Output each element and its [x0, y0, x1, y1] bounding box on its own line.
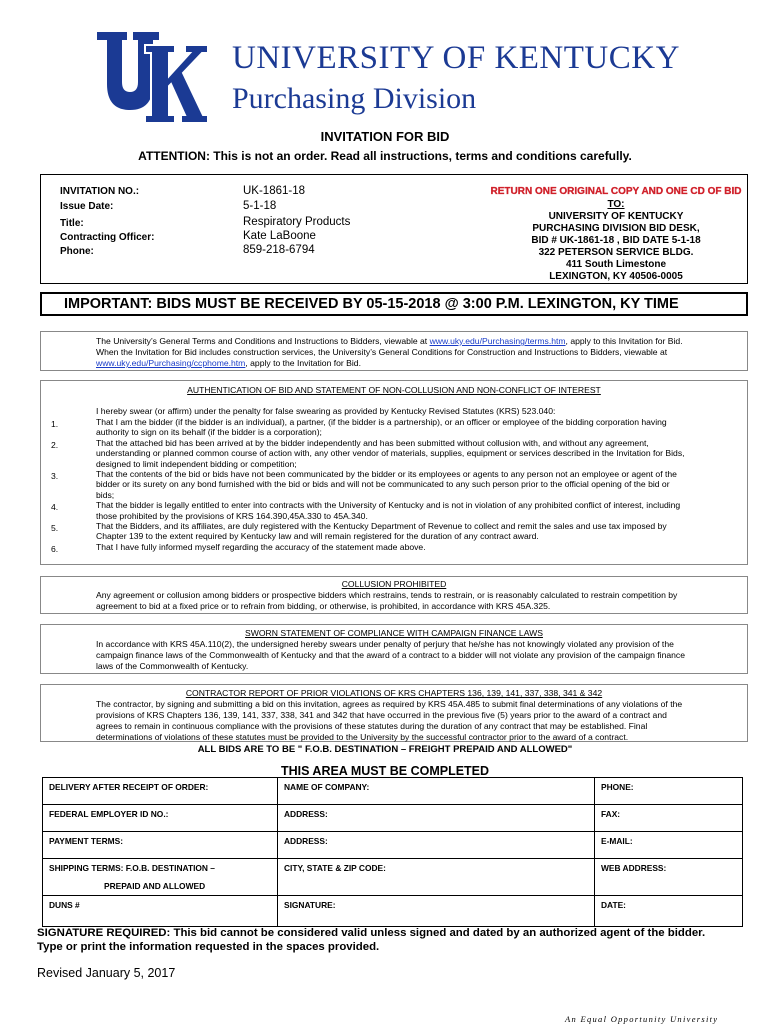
authentication-section [40, 380, 748, 565]
ccphome-link[interactable]: www.uky.edu/Purchasing/ccphome.htm [96, 358, 246, 368]
auth-item-line: Chapter 139 to the extent required by Kentucky law and will remain registered for the duration of any contract award. [96, 531, 539, 542]
contractor-report-section [40, 684, 748, 742]
invitation-no-label: INVITATION NO.: [60, 186, 140, 197]
fax-field[interactable]: FAX: [595, 805, 743, 832]
terms-line-1: The University’s General Terms and Conditions and Instructions to Bidders, viewable at www.uky.edu/Purchasing/terms.htm, apply to this Invitation for Bid. [96, 336, 683, 346]
title-label: Title: [60, 218, 84, 229]
duns-field[interactable]: DUNS # [43, 896, 278, 927]
authentication-heading: AUTHENTICATION OF BID AND STATEMENT OF NON-COLLUSION AND NON-CONFLICT OF INTEREST [187, 385, 601, 395]
terms-link[interactable]: www.uky.edu/Purchasing/terms.htm [429, 336, 566, 346]
auth-item-line: authority to sign on its behalf (if the bidder is a corporation); [96, 427, 322, 438]
address-field-1[interactable]: ADDRESS: [278, 805, 595, 832]
sworn-statement-section [40, 624, 748, 674]
date-field[interactable]: DATE: [595, 896, 743, 927]
collusion-heading: COLLUSION PROHIBITED [341, 579, 447, 589]
contractor-line-1: The contractor, by signing and submitting a bid on this invitation, agrees as required by KRS 45A.485 to submit final determinations of any violations of the [96, 699, 683, 709]
auth-item-line: bidder or its surety on any bond furnished with the bid or bids and will not be communicated to any such person prior to the official opening of the bid or [96, 479, 670, 490]
auth-item-number: 6. [51, 543, 59, 554]
phone-value: 859-218-6794 [243, 244, 315, 256]
return-university: UNIVERSITY OF KENTUCKY [548, 211, 684, 222]
collusion-line-2: agreement to bid at a fixed price or to refrain from bidding, or otherwise, is prohibited, in accordance with KRS 45A.325. [96, 601, 551, 611]
auth-item-number: 4. [51, 502, 59, 513]
collusion-section [40, 576, 748, 614]
division-name: Purchasing Division [232, 82, 477, 115]
signature-field[interactable]: SIGNATURE: [278, 896, 595, 927]
auth-item-line: bids; [96, 489, 115, 500]
return-to: TO: [607, 199, 625, 210]
auth-item-number: 3. [51, 471, 59, 481]
company-name-field[interactable]: NAME OF COMPANY: [278, 778, 595, 805]
shipping-terms-field[interactable]: SHIPPING TERMS: F.O.B. DESTINATION – PREPAID AND ALLOWED [43, 859, 278, 896]
delivery-field[interactable]: DELIVERY AFTER RECEIPT OF ORDER: [43, 778, 278, 805]
auth-item-line: understanding or planned common course of action with, any other vendor of materials, supplies, equipment or services described in the Invitation for Bids, [96, 448, 685, 459]
auth-item-line: That I am the bidder (if the bidder is an individual), a partner, (if the bidder is a partnership), or an officer or employee of the bidding corporation having [96, 417, 667, 427]
contractor-line-2: provisions of KRS Chapters 136, 139, 141, 337, 338, 341 and 342 that have occurred in the previous five (5) years prior to the award of a contract and [96, 710, 667, 720]
officer-label: Contracting Officer: [60, 232, 155, 243]
officer-value: Kate LaBoone [243, 230, 316, 242]
terms-line-3: www.uky.edu/Purchasing/ccphome.htm, apply to the Invitation for Bid. [96, 358, 361, 368]
sworn-line-3: laws of the Commonwealth of Kentucky. [96, 661, 249, 671]
city-state-zip-field[interactable]: CITY, STATE & ZIP CODE: [278, 859, 595, 896]
web-address-field[interactable]: WEB ADDRESS: [595, 859, 743, 896]
auth-item-line: That the attached bid has been arrived at by the bidder independently and has been submitted without collusion with, and without any agreement, [96, 437, 649, 448]
return-city: LEXINGTON, KY 40506-0005 [549, 271, 683, 282]
sworn-heading: SWORN STATEMENT OF COMPLIANCE WITH CAMPAIGN FINANCE LAWS [245, 628, 543, 638]
return-division: PURCHASING DIVISION BID DESK, [532, 223, 700, 234]
auth-item-line: That the Bidders, and its affiliates, are duly registered with the Kentucky Department of Revenue to collect and remit the sales and use tax imposed by [96, 521, 667, 531]
email-field[interactable]: E-MAIL: [595, 832, 743, 859]
invitation-no-value: UK-1861-18 [243, 185, 306, 197]
return-instruction: RETURN ONE ORIGINAL COPY AND ONE CD OF BID [490, 186, 742, 197]
auth-item-line: those prohibited by the provisions of KRS 164.390,45A.330 to 45A.340. [96, 510, 368, 521]
address-field-2[interactable]: ADDRESS: [278, 832, 595, 859]
auth-item-number: 2. [51, 439, 59, 450]
uk-logo [95, 30, 210, 125]
sworn-line-1: In accordance with KRS 45A.110(2), the undersigned hereby swears under penalty of perjury that he/she has not knowingly violated any provision of the [96, 639, 674, 649]
bidder-info-form [42, 777, 743, 927]
title-value: Respiratory Products [243, 216, 351, 228]
auth-item-line: designed to limit independent bidding or competition; [96, 458, 297, 469]
return-bid-number: BID # UK-1861-18 , BID DATE 5-1-18 [531, 235, 701, 246]
revised-date: Revised January 5, 2017 [37, 966, 176, 980]
issue-date-label: Issue Date: [60, 201, 114, 212]
contractor-line-4: determinations of violations of these statutes must be provided to the University by the successful contractor prior to the award of a contract. [96, 732, 629, 742]
contractor-line-3: agrees to remain in continuous compliance with the provisions of these statutes during the duration of any contract that may be established. Final [96, 721, 648, 731]
equal-opportunity-footer: An Equal Opportunity University [565, 1014, 719, 1024]
return-building: 322 PETERSON SERVICE BLDG. [538, 247, 694, 258]
authentication-intro: I hereby swear (or affirm) under the penalty for false swearing as provided by Kentucky Revised Statutes (KRS) 523.040: [96, 406, 556, 416]
auth-item-line: That the contents of the bid or bids have not been communicated by the bidder or its employees or agents to any person not an employee or agent of the [96, 469, 677, 479]
fob-notice: ALL BIDS ARE TO BE " F.O.B. DESTINATION – FREIGHT PREPAID AND ALLOWED" [197, 744, 573, 755]
auth-item-line: That the bidder is legally entitled to enter into contracts with the University of Kentucky and is not in violation of any prohibited conflict of interest, including [96, 500, 681, 511]
auth-item-line: That I have fully informed myself regarding the accuracy of the statement made above. [96, 541, 426, 552]
deadline-notice: IMPORTANT: BIDS MUST BE RECEIVED BY 05-15-2018 @ 3:00 P.M. LEXINGTON, KY TIME [40, 292, 748, 316]
document-title: INVITATION FOR BID [320, 129, 450, 144]
fein-field[interactable]: FEDERAL EMPLOYER ID NO.: [43, 805, 278, 832]
attention-notice: ATTENTION: This is not an order. Read all instructions, terms and conditions carefully. [138, 149, 632, 163]
must-complete-heading: THIS AREA MUST BE COMPLETED [280, 764, 490, 778]
phone-label: Phone: [60, 246, 94, 257]
issue-date-value: 5-1-18 [243, 200, 277, 212]
auth-item-number: 1. [51, 419, 59, 429]
university-name: UNIVERSITY OF KENTUCKY [232, 40, 680, 76]
phone-field[interactable]: PHONE: [595, 778, 743, 805]
signature-required-notice: SIGNATURE REQUIRED: This bid cannot be considered valid unless signed and dated by an authorized agent of the bidder. Type or print the information requested in the spaces provided. [37, 927, 706, 953]
contractor-heading: CONTRACTOR REPORT OF PRIOR VIOLATIONS OF KRS CHAPTERS 136, 139, 141, 337, 338, 341 & 342 [185, 688, 603, 698]
terms-line-2: When the Invitation for Bid includes construction services, the University’s General Conditions for Construction and Instructions to Bidders, viewable at [96, 347, 668, 357]
invitation-info-box [40, 174, 748, 284]
auth-item-number: 5. [51, 523, 59, 533]
return-street: 411 South Limestone [565, 259, 667, 270]
collusion-line-1: Any agreement or collusion among bidders or prospective bidders which restrains, tends to restrain, or is reasonably calculated to restrain competition by [96, 590, 678, 600]
payment-terms-field[interactable]: PAYMENT TERMS: [43, 832, 278, 859]
sworn-line-2: campaign finance laws of the Commonwealth of Kentucky and that the award of a contract to a bidder will not violate any provision of the campaign finance [96, 650, 686, 660]
terms-section [40, 331, 748, 371]
